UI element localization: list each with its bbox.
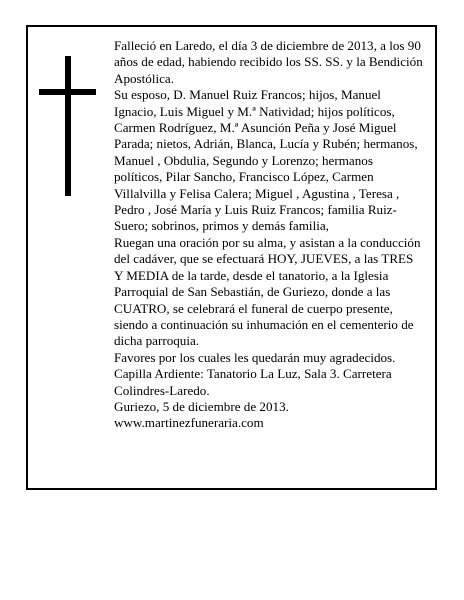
cross-horizontal-bar xyxy=(39,89,96,95)
place-date-line: Guriezo, 5 de diciembre de 2013. xyxy=(114,398,289,414)
funeral-home-website: www.martinezfuneraria.com xyxy=(114,415,264,431)
cross-vertical-bar xyxy=(65,56,71,196)
funeral-details: Ruegan una oración por su alma, y asistan a la conducción del cadáver, que se efectuará HOY, JUEVES, a las TRES Y MEDIA de la tarde, desde el tanatorio, a la Iglesia Parroquial de San Sebastián, de Guriezo, donde a las CUATRO, se celebrará el funeral de cuerpo presente, siendo a continuación su inhumación en el cementerio de dicha parroquia. xyxy=(114,234,421,349)
death-announcement: Falleció en Laredo, el día 3 de diciembre de 2013, a los 90 años de edad, habiendo recibido los SS. SS. y la Bendición Apostólica. xyxy=(114,38,423,86)
cross-icon xyxy=(39,56,96,196)
family-members: Su esposo, D. Manuel Ruiz Francos; hijos, Manuel Ignacio, Luis Miguel y M.ª Natividad; hijos políticos, Carmen Rodríguez, M.ª Asunción Peña y José Miguel Parada; nietos, Adrián, Blanca, Lucía y Rubén; hermanos, Manuel , Obdulia, Segundo y Lorenzo; hermanos políticos, Pilar Sancho, Francisco López, Carmen Villalvilla y Felisa Calera; Miguel , Agustina , Teresa , Pedro , José María y Luis Ruiz Francos; familia Ruiz-Suero; sobrinos, primos y demás familia, xyxy=(114,87,418,234)
chapel-location: Capilla Ardiente: Tanatorio La Luz, Sala 3. Carretera Colindres-Laredo. xyxy=(114,366,392,398)
obituary-text xyxy=(114,38,424,432)
gratitude-line: Favores por los cuales les quedarán muy agradecidos. xyxy=(114,349,396,365)
